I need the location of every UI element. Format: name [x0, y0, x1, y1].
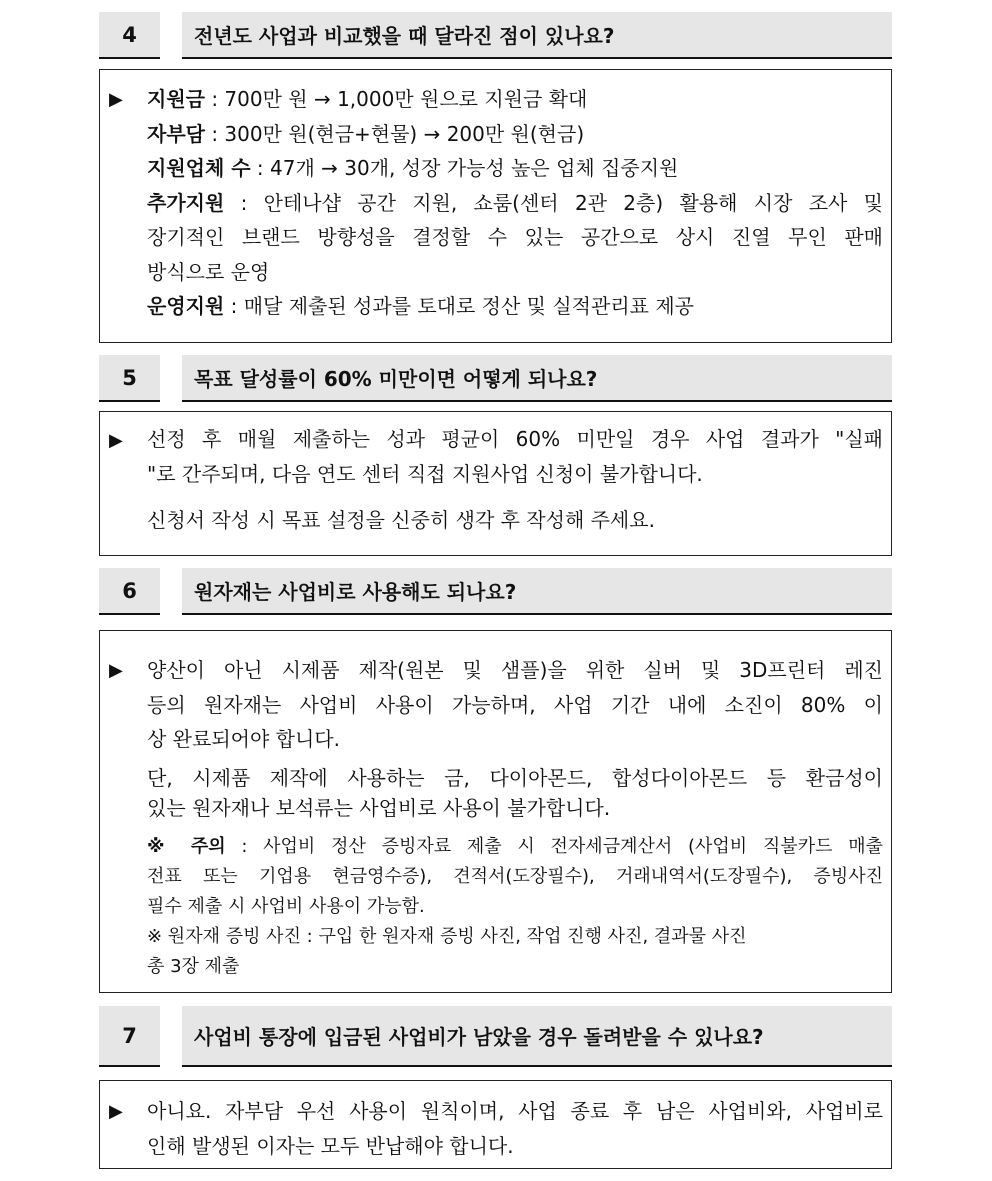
question-title: 전년도 사업과 비교했을 때 달라진 점이 있나요? — [182, 12, 892, 59]
question-number: 5 — [99, 355, 160, 402]
question-number: 4 — [99, 12, 160, 59]
faq-header-6 — [99, 568, 892, 615]
answer-text — [147, 82, 883, 324]
faq-header-5 — [99, 355, 892, 402]
item-support-amount: 지원금 : 700만 원 → 1,000만 원으로 지원금 확대 — [147, 87, 588, 111]
question-number: 7 — [99, 1006, 160, 1067]
arrow-bullet-icon: ▶ — [109, 1101, 123, 1122]
question-number: 6 — [99, 568, 160, 615]
faq-header-7 — [99, 1006, 892, 1053]
question-title: 목표 달성률이 60% 미만이면 어떻게 되나요? — [182, 355, 892, 402]
answer-text: 선정 후 매월 제출하는 성과 평균이 60% 미만일 경우 사업 결과가 "실패 "로 간주되며, 다음 연도 센터 직접 지원사업 신청이 불가합니다. 신청서 작성 시 목표 설정을 신중히 생각 후 작성해 주세요. — [147, 427, 883, 532]
arrow-bullet-icon: ▶ — [109, 430, 123, 451]
arrow-bullet-icon: ▶ — [109, 660, 123, 681]
item-extra-support-line3: 방식으로 운영 — [147, 259, 270, 284]
answer-box-6 — [99, 630, 892, 993]
answer-box-5 — [99, 411, 892, 556]
question-title: 원자재는 사업비로 사용해도 되나요? — [182, 568, 892, 615]
answer-box-7 — [99, 1080, 892, 1169]
item-extra-support-line2: 장기적인 브랜드 방향성을 결정할 수 있는 공간으로 상시 진열 무인 판매 — [147, 225, 883, 249]
arrow-bullet-icon: ▶ — [109, 89, 123, 110]
caution-note: ※ 주의 : 사업비 정산 증빙자료 제출 시 전자세금계산서 (사업비 직불카드 매출 전표 또는 기업용 현금영수증), 견적서(도장필수), 거래내역서(도장필수), 증빙사진 필수 제출 시 사업비 사용이 가능함. ※ 원자재 증빙 사진 : 구입 한 원자재 증빙 사진, 작업 진행 사진, 결과물 사진 총 3장 제출 — [147, 836, 883, 977]
answer-text-2: 단, 시제품 제작에 사용하는 금, 다이아몬드, 합성다이아몬드 등 환금성이 있는 원자재나 보석류는 사업비로 사용이 불가합니다. — [147, 766, 883, 820]
answer-text: 양산이 아닌 시제품 제작(원본 및 샘플)을 위한 실버 및 3D프린터 레진 등의 원자재는 사업비 사용이 가능하며, 사업 기간 내에 소진이 80% 이 상 완료되어야 합니다. — [147, 658, 883, 751]
answer-text: 아니요. 자부담 우선 사용이 원칙이며, 사업 종료 후 남은 사업비와, 사업비로 인해 발생된 이자는 모두 반납해야 합니다. — [147, 1099, 883, 1158]
question-title: 사업비 통장에 입금된 사업비가 남았을 경우 돌려받을 수 있나요? — [182, 1006, 892, 1067]
answer-box-4 — [99, 69, 892, 343]
item-self-payment: 자부담 : 300만 원(현금+현물) → 200만 원(현금) — [147, 121, 585, 146]
item-company-count: 지원업체 수 : 47개 → 30개, 성장 가능성 높은 업체 집중지원 — [147, 156, 679, 180]
item-operation-support: 운영지원 : 매달 제출된 성과를 토대로 정산 및 실적관리표 제공 — [147, 294, 694, 318]
item-extra-support: 추가지원 : 안테나샵 공간 지원, 쇼룸(센터 2관 2층) 활용해 시장 조사 및 — [147, 190, 883, 215]
faq-header-4 — [99, 12, 892, 59]
